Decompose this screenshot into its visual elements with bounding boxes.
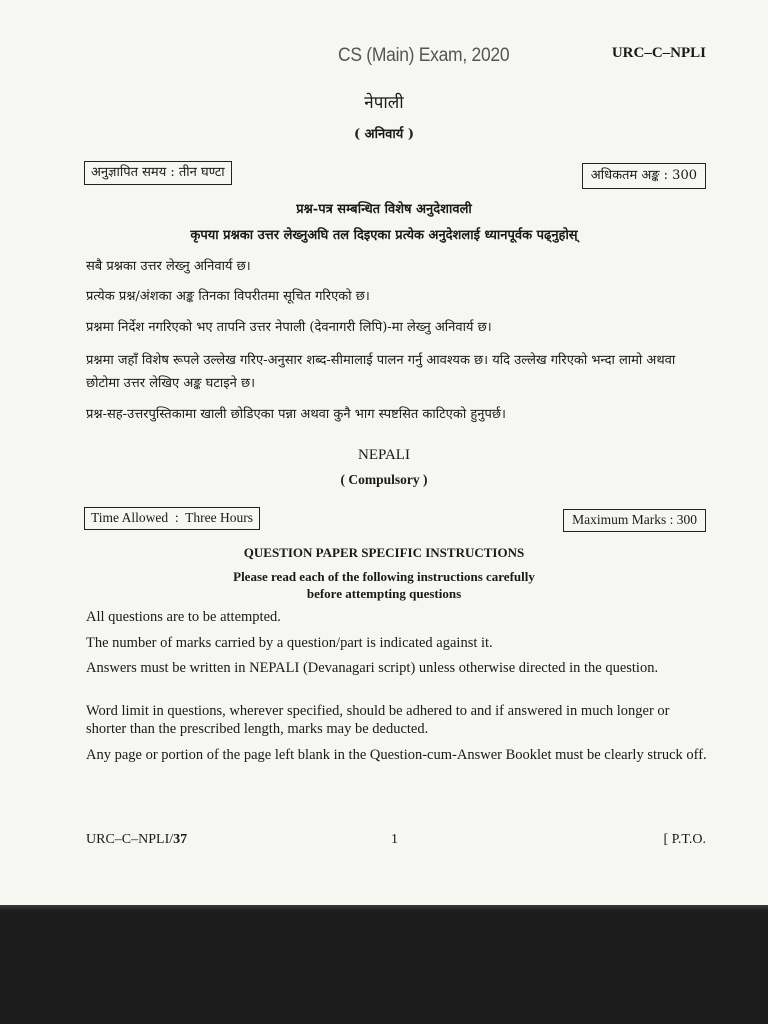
english-instructions-subheading: before attempting questions (306, 586, 462, 601)
english-marks-box: Maximum Marks : 300 (563, 509, 706, 532)
paper-code: URC–C–NPLI (611, 45, 706, 61)
english-instruction: Word limit in questions, wherever specified, should be adhered to and if answered in much longer or shorter than the prescribed length, marks may be deducted. (86, 703, 670, 738)
footer-code-number: 37 (173, 832, 188, 847)
nepali-subtitle: ( अनिवार्य ) (353, 127, 414, 142)
page-number: 1 (391, 832, 398, 847)
english-instructions-heading: QUESTION PAPER SPECIFIC INSTRUCTIONS (243, 545, 525, 560)
nepali-instruction: सबै प्रश्नका उत्तर लेख्नु अनिवार्य छ। (86, 259, 251, 274)
nepali-instruction: प्रश्नमा निर्देश नगरिएको भए तापनि उत्तर नेपाली (देवनागरी लिपि)-मा लेख्नु अनिवार्य छ। (86, 320, 492, 335)
scan-border (0, 905, 768, 1024)
english-instruction: The number of marks carried by a question/part is indicated against it. (86, 635, 493, 651)
pto-marker: [ P.T.O. (663, 832, 706, 847)
english-time-box: Time Allowed : Three Hours (84, 507, 260, 530)
nepali-title: नेपाली (364, 93, 404, 113)
exam-stamp: CS (Main) Exam, 2020 (338, 45, 510, 66)
english-instruction: Any page or portion of the page left blank in the Question-cum-Answer Booklet must be clearly struck off. (86, 747, 707, 763)
english-instruction: Answers must be written in NEPALI (Devanagari script) unless otherwise directed in the question. (86, 660, 659, 676)
english-title: NEPALI (358, 447, 410, 463)
nepali-instruction: प्रश्नमा जहाँ विशेष रूपले उल्लेख गरिए-अनुसार शब्द-सीमालाई पालन गर्नु आवश्यक छ। यदि उल्लेख गरिएको भन्दा लामो अथवा छोटोमा उत्तर लेखिए अङ्क घटाइने छ। (86, 353, 676, 391)
nepali-instruction: प्रत्येक प्रश्न/अंशका अङ्क तिनका विपरीतमा सूचित गरिएको छ। (86, 289, 370, 304)
english-subtitle: ( Compulsory ) (340, 472, 428, 487)
nepali-marks-box: अधिकतम अङ्क : 300 (582, 163, 706, 189)
english-instructions-subheading: Please read each of the following instructions carefully (233, 569, 535, 584)
footer-code-prefix: URC–C–NPLI/ (86, 832, 174, 847)
nepali-instruction: प्रश्न-सह-उत्तरपुस्तिकामा खाली छोडिएका पन्ना अथवा कुनै भाग स्पष्टसित काटिएको हुनुपर्छ। (86, 407, 506, 422)
nepali-instructions-heading: प्रश्न-पत्र सम्बन्धित विशेष अनुदेशावली (296, 202, 472, 217)
nepali-instructions-subheading: कृपया प्रश्नका उत्तर लेख्नुअघि तल दिइएका प्रत्येक अनुदेशलाई ध्यानपूर्वक पढ्नुहोस् (190, 228, 578, 243)
nepali-time-box: अनुज्ञापित समय : तीन घण्टा (84, 161, 232, 185)
footer-code (86, 832, 187, 848)
english-instruction: All questions are to be attempted. (86, 609, 281, 625)
